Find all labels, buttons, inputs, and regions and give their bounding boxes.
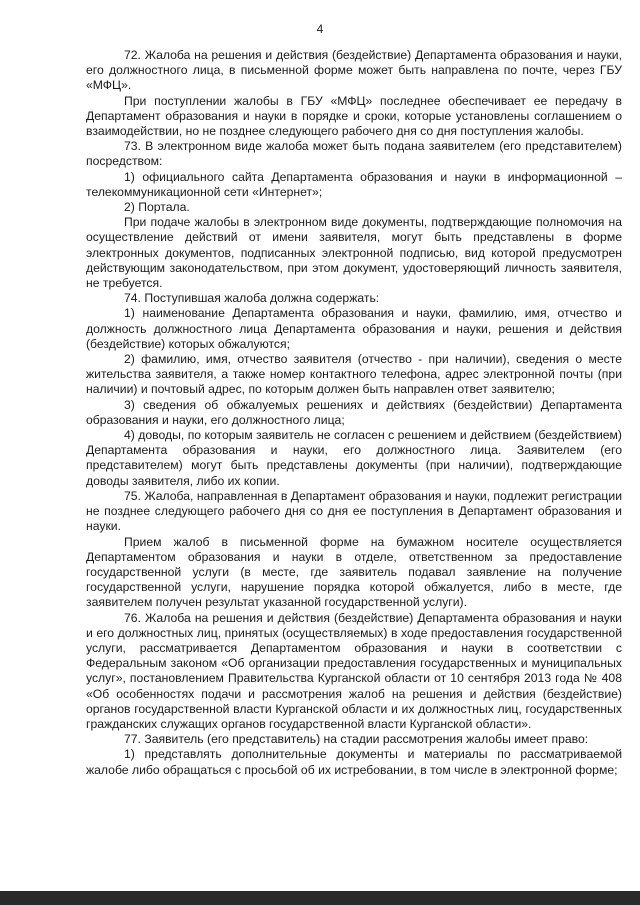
page-number: 4 <box>316 22 324 36</box>
list-item-77-1: 1) представлять дополнительные документы и материалы по рассматриваемой жалобе либо обращаться с просьбой об их истребовании, в том числе в электронной форме; <box>86 747 622 777</box>
paragraph-72-mfc-transfer: При поступлении жалобы в ГБУ «МФЦ» последнее обеспечивает ее передачу в Департамент образования и науки в порядке и сроки, которые установлены соглашением о взаимодействии, но не позднее следующего рабочего дня со дня поступления жалобы. <box>86 93 622 139</box>
list-item-73-1: 1) официального сайта Департамента образования и науки в информационной – телекоммуникационной сети «Интернет»; <box>86 169 622 199</box>
paragraph-73-electronic-docs: При подаче жалобы в электронном виде документы, подтверждающие полномочия на осуществление действий от имени заявителя, могут быть представлены в форме электронных документов, подписанных электронной подписью, вид которой предусмотрен действующим законодательством, при этом документ, удостоверяющий личность заявителя, не требуется. <box>86 215 622 291</box>
list-item-74-2: 2) фамилию, имя, отчество заявителя (отчество - при наличии), сведения о месте жительства заявителя, а также номер контактного телефона, адрес электронной почты (при наличии) и почтовый адрес, по которым должен быть направлен ответ заявителю; <box>86 352 622 397</box>
list-item-74-3: 3) сведения об обжалуемых решениях и действиях (бездействии) Департамента образования и науки, его должностного лица; <box>86 397 622 427</box>
list-item-74-1: 1) наименование Департамента образования и науки, фамилию, имя, отчество и должность должностного лица Департамента образования и науки, решения и действия (бездействие) которых обжалуются; <box>86 306 622 351</box>
paragraph-73: 73. В электронном виде жалоба может быть подана заявителем (его представителем) посредством: <box>86 139 622 169</box>
paragraph-72: 72. Жалоба на решения и действия (бездействие) Департамента образования и науки, его должностного лица, в письменной форме может быть направлена по почте, через ГБУ «МФЦ». <box>86 48 622 93</box>
list-item-73-2: 2) Портала. <box>124 200 190 215</box>
paragraph-75: 75. Жалоба, направленная в Департамент образования и науки, подлежит регистрации не позднее следующего рабочего дня со дня ее поступления в Департамент образования и науки. <box>86 488 622 534</box>
paragraph-74: 74. Поступившая жалоба должна содержать: <box>124 291 380 306</box>
scan-bottom-border <box>0 891 640 905</box>
paragraph-75-written-reception: Прием жалоб в письменной форме на бумажном носителе осуществляется Департаментом образования и науки в отделе, ответственном за предоставление государственной услуги (в месте, где заявитель подавал заявление на получение государственной услуги, нарушение порядка которой обжалуется, либо в месте, где заявителем получен результат указанной государственной услуги). <box>86 534 622 610</box>
paragraph-77: 77. Заявитель (его представитель) на стадии рассмотрения жалобы имеет право: <box>124 732 589 747</box>
document-body <box>86 48 622 778</box>
list-item-74-4: 4) доводы, по которым заявитель не согласен с решением и действием (бездействием) Департамента образования и науки, его должностного лица. Заявителем (его представителем) могут быть представлены документы (при наличии), подтверждающие доводы заявителя, либо их копии. <box>86 428 622 488</box>
paragraph-76: 76. Жалоба на решения и действия (бездействие) Департамента образования и науки и его должностных лиц, принятых (осуществляемых) в ходе предоставления государственной услуги, рассматривается Департаментом образования и науки в соответствии с Федеральным законом «Об организации предоставления государственных и муниципальных услуг», постановлением Правительства Курганской области от 10 сентября 2013 года № 408 «Об особенностях подачи и рассмотрения жалоб на решения и действия (бездействие) органов государственной власти Курганской области и их должностных лиц, государственных гражданских служащих органов государственной власти Курганской области». <box>86 610 622 731</box>
